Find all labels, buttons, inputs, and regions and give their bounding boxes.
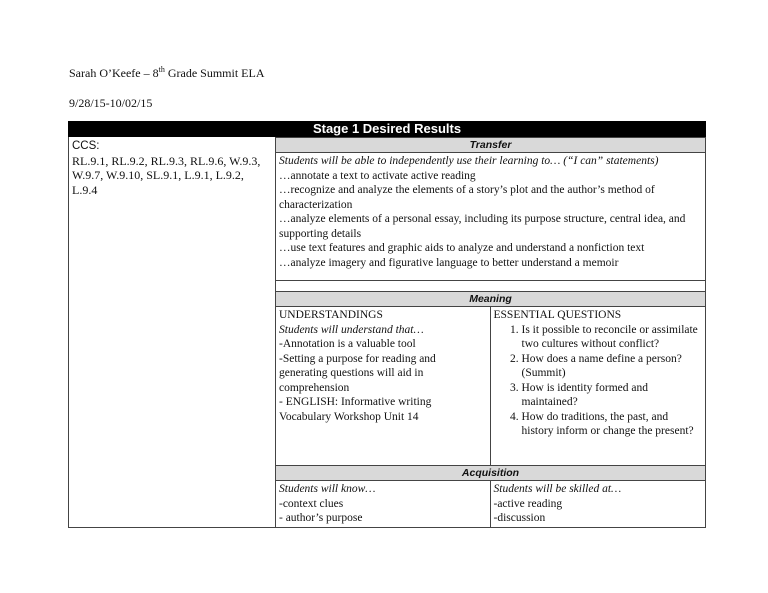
meaning-heading: Meaning xyxy=(276,291,706,307)
transfer-heading: Transfer xyxy=(276,137,706,153)
transfer-item: …annotate a text to activate active reading xyxy=(279,169,476,182)
question-item: 4. How do traditions, the past, and history inform or change the present? xyxy=(522,410,703,439)
meaning-row xyxy=(276,307,706,465)
question-item: 3. How is identity formed and maintained? xyxy=(522,381,703,410)
table-title: Stage 1 Desired Results xyxy=(68,121,706,137)
skilled-cell xyxy=(491,481,706,527)
skilled-item: -active reading xyxy=(493,497,563,510)
question-item: 2. How does a name define a person? (Summit) xyxy=(522,352,703,381)
author-text: Sarah O’Keefe – 8 xyxy=(69,66,159,80)
transfer-item: …use text features and graphic aids to analyze and understand a nonfiction text xyxy=(279,242,645,254)
transfer-item: …analyze imagery and figurative language to better understand a memoir xyxy=(279,256,619,269)
transfer-item: …analyze elements of a personal essay, including its purpose structure, central idea, and supporting details xyxy=(279,213,686,240)
understandings-intro: Students will understand that… xyxy=(279,323,424,336)
acquisition-heading: Acquisition xyxy=(276,465,706,481)
skilled-intro: Students will be skilled at… xyxy=(493,483,622,495)
ordinal-suffix: th xyxy=(158,65,165,74)
know-intro: Students will know… xyxy=(279,483,376,495)
eq-label: ESSENTIAL QUESTIONS xyxy=(493,309,622,321)
skilled-item: -discussion xyxy=(493,512,546,524)
know-item: - author’s purpose xyxy=(279,512,363,524)
ccs-cell xyxy=(68,137,276,528)
know-cell xyxy=(276,481,491,527)
understanding-item: - ENGLISH: Informative writing xyxy=(279,396,432,408)
understanding-item: -Setting a purpose for reading and generating questions will aid in comprehension xyxy=(279,352,436,394)
author-line xyxy=(69,65,265,81)
know-item: -context clues xyxy=(279,497,344,510)
ccs-label: CCS: xyxy=(72,140,100,152)
course-text: Grade Summit ELA xyxy=(164,66,265,80)
transfer-intro: Students will be able to independently use their learning to… (“I can” statements) xyxy=(279,155,659,167)
stage1-table xyxy=(68,121,706,528)
understandings-label: UNDERSTANDINGS xyxy=(279,309,383,321)
understanding-item: Vocabulary Workshop Unit 14 xyxy=(279,410,419,423)
essential-questions-cell xyxy=(491,307,706,465)
understanding-item: -Annotation is a valuable tool xyxy=(279,338,416,350)
transfer-item: …recognize and analyze the elements of a story’s plot and the author’s method of characterization xyxy=(279,184,655,211)
transfer-cell xyxy=(276,153,706,281)
acquisition-row xyxy=(276,481,706,528)
date-range: 9/28/15-10/02/15 xyxy=(69,96,153,110)
ccs-standards: RL.9.1, RL.9.2, RL.9.3, RL.9.6, W.9.3, W.9.7, W.9.10, SL.9.1, L.9.1, L.9.2, L.9.4 xyxy=(72,153,261,197)
understandings-cell xyxy=(276,307,491,465)
question-item: 1. Is it possible to reconcile or assimilate two cultures without conflict? xyxy=(522,323,703,352)
